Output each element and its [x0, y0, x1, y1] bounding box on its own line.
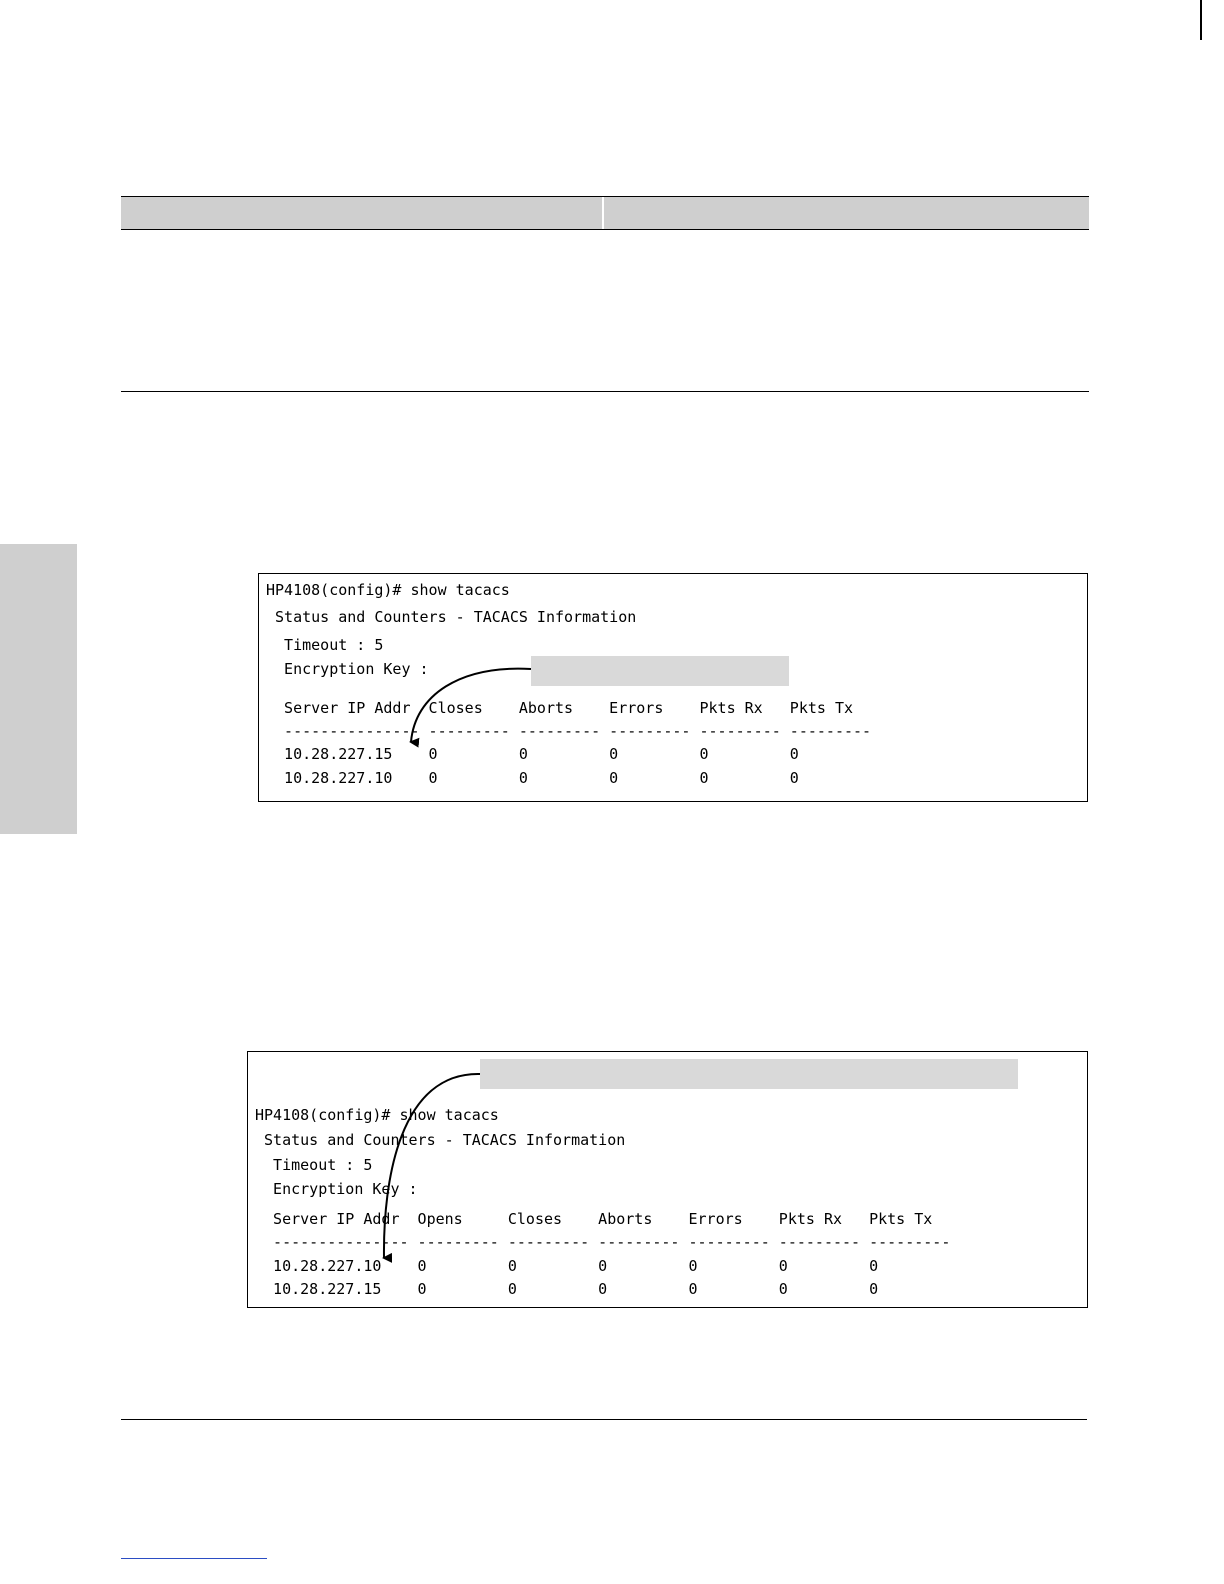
terminal-line: 10.28.227.15 0 0 0 0 0 — [266, 745, 799, 763]
terminal-line: Encryption Key : — [266, 660, 429, 678]
callout-box-1 — [531, 656, 789, 686]
terminal-line: 10.28.227.10 0 0 0 0 0 0 — [255, 1257, 879, 1275]
callout-box-2 — [480, 1059, 1018, 1089]
terminal-figure-1 — [258, 573, 1088, 802]
terminal-line: Server IP Addr Opens Closes Aborts Errors Pkts Rx Pkts Tx — [255, 1210, 933, 1228]
terminal-line: Timeout : 5 — [266, 636, 384, 654]
table-header — [121, 196, 1089, 230]
terminal-line: Timeout : 5 — [255, 1156, 373, 1174]
terminal-line: Status and Counters - TACACS Information — [266, 608, 637, 626]
terminal-line: 10.28.227.10 0 0 0 0 0 — [266, 769, 799, 787]
side-tab — [0, 544, 77, 834]
table-header-col-2 — [604, 197, 1089, 229]
table-header-col-1 — [121, 197, 604, 229]
terminal-figure-2 — [247, 1051, 1088, 1308]
table-bottom-rule — [121, 391, 1089, 392]
terminal-line: Status and Counters - TACACS Information — [255, 1131, 626, 1149]
terminal-line: --------------- --------- --------- --------- --------- --------- — [266, 722, 872, 740]
footer-rule — [121, 1419, 1087, 1420]
terminal-line: --------------- --------- --------- --------- --------- --------- --------- — [255, 1233, 951, 1251]
page-edge-rule — [1200, 0, 1202, 40]
terminal-line: 10.28.227.15 0 0 0 0 0 0 — [255, 1280, 879, 1298]
table-body — [121, 230, 1089, 392]
terminal-line: Encryption Key : — [255, 1180, 418, 1198]
terminal-line: Server IP Addr Closes Aborts Errors Pkts Rx Pkts Tx — [266, 699, 853, 717]
terminal-line: HP4108(config)# show tacacs — [266, 581, 510, 599]
terminal-line: HP4108(config)# show tacacs — [255, 1106, 499, 1124]
footer-link-underline[interactable] — [121, 1558, 267, 1559]
